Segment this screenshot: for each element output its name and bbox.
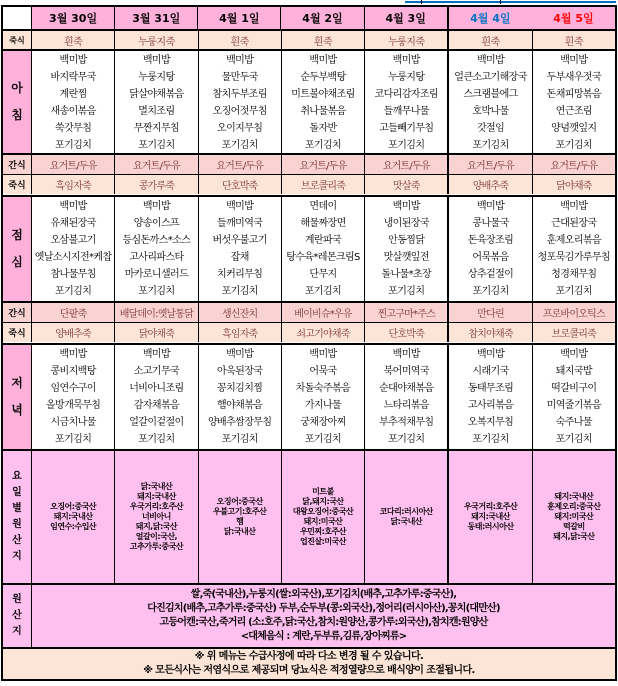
date-cell: 4월 5일 bbox=[553, 12, 594, 25]
origin-line: 돼지:국내산 bbox=[53, 512, 93, 521]
menu-item: 근대된장국 bbox=[551, 218, 597, 229]
menu-day-column bbox=[532, 345, 615, 449]
menu-item: 포기김치 bbox=[555, 286, 592, 297]
snack-cell: 만다린 bbox=[447, 303, 531, 322]
menu-day-column bbox=[281, 51, 364, 153]
breakfast-columns bbox=[31, 51, 615, 153]
origin-line: 우민찌:호주산 bbox=[299, 527, 347, 536]
row-label-origin-daily: 요일별 원산지 bbox=[12, 471, 22, 562]
origin-day-column bbox=[532, 451, 615, 583]
snack-porridge-cell: 참치야채죽 bbox=[447, 323, 531, 342]
menu-item: 미역줄기볶음 bbox=[546, 400, 602, 411]
snack-cell: 요거트/두유 bbox=[532, 155, 615, 174]
origin-summary bbox=[31, 585, 615, 647]
origin-line: 우불고기:호주산 bbox=[213, 507, 267, 516]
menu-day-column bbox=[281, 197, 364, 301]
menu-item: 해물짜장면 bbox=[300, 218, 346, 229]
snack-porridge-cell: 맛살죽 bbox=[364, 175, 447, 194]
row-label-porridge: 죽식 bbox=[9, 35, 25, 45]
menu-day-column bbox=[364, 197, 447, 301]
origin-line: 임연수:수입산 bbox=[50, 522, 97, 531]
origin-day-column bbox=[447, 451, 531, 583]
origin-daily-columns bbox=[31, 451, 615, 583]
snack-cells bbox=[31, 303, 615, 322]
menu-item: 갓절임 bbox=[476, 123, 505, 134]
menu-item: 돈채피망볶음 bbox=[546, 89, 602, 100]
snack-cell: 요거트/두유 bbox=[198, 155, 281, 174]
snack-cell: 요거트/두유 bbox=[281, 155, 364, 174]
menu-item: 유채된장국 bbox=[50, 218, 96, 229]
origin-line: 돼지:국내산 bbox=[554, 492, 594, 501]
menu-day-column bbox=[114, 51, 197, 153]
origin-day-column bbox=[364, 451, 447, 583]
menu-item: 마카로니샐러드 bbox=[124, 269, 189, 280]
menu-item: 포기김치 bbox=[221, 140, 258, 151]
origin-daily-row bbox=[3, 449, 615, 583]
row-label-snack: 간식 bbox=[8, 309, 26, 319]
menu-item: 양송이스프 bbox=[133, 218, 180, 229]
menu-item: 새송이볶음 bbox=[50, 106, 96, 117]
footer-note: ※ 위 메뉴는 수급사정에 따라 다소 변경 될 수 있습니다. bbox=[194, 651, 424, 662]
weekday-dates bbox=[31, 7, 447, 29]
menu-item: 포기김치 bbox=[221, 434, 258, 445]
date-header-row bbox=[3, 7, 615, 29]
menu-item: 포기김치 bbox=[55, 286, 92, 297]
menu-item: 면데이 bbox=[309, 201, 337, 212]
menu-item: 포기김치 bbox=[388, 286, 425, 297]
menu-item: 쑥갓무침 bbox=[55, 123, 92, 134]
menu-item: 포기김치 bbox=[55, 434, 92, 445]
menu-day-column bbox=[31, 345, 114, 449]
snack-row-1 bbox=[3, 153, 615, 195]
snack-row-2 bbox=[3, 301, 615, 343]
row-label-snack: 간식 bbox=[8, 161, 26, 171]
snack-porridge-cells bbox=[31, 323, 615, 342]
origin-line: 대왕오징어:중국산 bbox=[292, 507, 354, 516]
menu-item: 돼지국밥 bbox=[555, 366, 592, 377]
menu-item: 백미밥 bbox=[476, 201, 505, 212]
menu-item: 물만두국 bbox=[221, 72, 258, 83]
origin-line: 코다리:러시아산 bbox=[379, 507, 433, 516]
origin-line: 돼지:국내산 bbox=[137, 492, 176, 501]
menu-item: 참나물무침 bbox=[50, 269, 96, 280]
menu-item: 버섯우불고기 bbox=[212, 235, 267, 246]
origin-day-column bbox=[281, 451, 364, 583]
menu-item: 포기김치 bbox=[304, 140, 342, 151]
snack-porridge-cell: 단호박죽 bbox=[364, 323, 447, 342]
footer-note: ※ 모든식사는 저염식으로 제공되며 당뇨식은 적정열량으로 배식양이 조절됩니다. bbox=[143, 665, 475, 676]
menu-item: 맛살깻잎전 bbox=[383, 252, 429, 263]
snack-porridge-line bbox=[3, 322, 615, 342]
menu-item: 오삼불고기 bbox=[50, 235, 96, 246]
menu-item: 취나물볶음 bbox=[300, 106, 346, 117]
date-cell: 4월 2일 bbox=[280, 7, 363, 29]
menu-item: 백미밥 bbox=[476, 55, 505, 66]
menu-item: 고사리볶음 bbox=[467, 400, 514, 411]
menu-item: 포기김치 bbox=[138, 140, 175, 151]
snack-porridge-cell: 닭야채죽 bbox=[532, 175, 615, 194]
origin-line: 미트볼 bbox=[312, 487, 334, 496]
menu-item: 부추적채무침 bbox=[379, 417, 434, 428]
snack-porridge-cell: 쇠고기야채죽 bbox=[281, 323, 364, 342]
origin-line: 우국거리:호주산 bbox=[129, 502, 184, 511]
menu-item: 양배추쌈장무침 bbox=[207, 417, 272, 428]
date-cell: 3월 30일 bbox=[31, 7, 114, 29]
menu-item: 백미밥 bbox=[560, 349, 588, 360]
porridge-cell: 흰죽 bbox=[281, 31, 364, 49]
origin-day-column bbox=[114, 451, 197, 583]
menu-item: 꽁치김치찜 bbox=[217, 383, 263, 394]
menu-day-column bbox=[532, 51, 615, 153]
snack-cell: 배달데이:옛날통닭 bbox=[114, 303, 197, 322]
weekend-dates bbox=[447, 7, 615, 29]
menu-item: 백미밥 bbox=[309, 349, 337, 360]
snack-line bbox=[3, 155, 615, 174]
menu-item: 탕수육*레몬크림S bbox=[286, 252, 360, 263]
menu-item: 숙주나물 bbox=[555, 417, 592, 428]
menu-item: 연근조림 bbox=[555, 106, 592, 117]
menu-item: 콩나물국 bbox=[472, 218, 509, 229]
menu-item: 백미밥 bbox=[142, 349, 171, 360]
porridge-cell: 흰죽 bbox=[31, 31, 114, 49]
menu-item: 상추겉절이 bbox=[467, 269, 514, 280]
menu-day-column bbox=[532, 197, 615, 301]
menu-item: 단무지 bbox=[309, 269, 337, 280]
menu-day-column bbox=[364, 345, 447, 449]
snack-cell: 생신잔치 bbox=[198, 303, 281, 322]
origin-summary-line: 쌀,죽(국내산),누룽지(쌀:외국산),포기김치(배추,고추가루:중국산), bbox=[190, 589, 457, 600]
menu-item: 백미밥 bbox=[392, 349, 420, 360]
menu-item: 포기김치 bbox=[138, 434, 175, 445]
decorative-blue-line bbox=[405, 1, 616, 3]
menu-item: 호박나물 bbox=[472, 106, 509, 117]
origin-line: 닭,돼지:국산 bbox=[302, 497, 344, 506]
date-cell: 3월 31일 bbox=[114, 7, 197, 29]
menu-item: 백미밥 bbox=[392, 201, 420, 212]
menu-item: 백미밥 bbox=[59, 349, 87, 360]
menu-item: 어묵볶음 bbox=[472, 252, 509, 263]
menu-day-column bbox=[114, 345, 197, 449]
menu-day-column bbox=[281, 345, 364, 449]
snack-porridge-line bbox=[3, 174, 615, 194]
menu-item: 스크램블에그 bbox=[463, 89, 518, 100]
menu-item: 들깨미역국 bbox=[217, 218, 263, 229]
menu-item: 얼큰소고기해장국 bbox=[454, 72, 527, 83]
menu-item: 치커리무침 bbox=[217, 269, 263, 280]
menu-item: 백미밥 bbox=[309, 55, 337, 66]
snack-cells bbox=[31, 155, 615, 174]
snack-cell: 찐고구마*주스 bbox=[364, 303, 447, 322]
menu-item: 백미밥 bbox=[226, 201, 254, 212]
row-label-breakfast: 아침 bbox=[3, 51, 31, 153]
menu-item: 올방개묵무침 bbox=[45, 400, 101, 411]
snack-porridge-cell: 콩가루죽 bbox=[114, 175, 197, 194]
porridge-cell: 누룽지죽 bbox=[114, 31, 197, 49]
dinner-row bbox=[3, 343, 615, 449]
snack-cell: 프로바이오틱스 bbox=[532, 303, 615, 322]
snack-cell: 요거트/두유 bbox=[364, 155, 447, 174]
porridge-cell: 누룽지죽 bbox=[364, 31, 447, 49]
row-label-dinner: 저녁 bbox=[3, 345, 31, 449]
origin-line: 너비아니 bbox=[141, 512, 171, 521]
menu-item: 참치두부조림 bbox=[212, 89, 267, 100]
origin-line: 고추가루:중국산 bbox=[129, 542, 184, 551]
menu-item: 포기김치 bbox=[138, 286, 175, 297]
date-cell: 4월 3일 bbox=[364, 7, 447, 29]
porridge-cell: 흰죽 bbox=[447, 31, 531, 49]
menu-item: 포기김치 bbox=[388, 434, 425, 445]
snack-porridge-cell: 흑임자죽 bbox=[198, 323, 281, 342]
menu-day-column bbox=[447, 51, 531, 153]
origin-line: 닭:국내산 bbox=[140, 482, 173, 491]
menu-item: 포기김치 bbox=[221, 286, 258, 297]
menu-item: 백미밥 bbox=[560, 201, 588, 212]
snack-porridge-cell: 양배추죽 bbox=[447, 175, 531, 194]
menu-item: 청경채무침 bbox=[551, 269, 597, 280]
lunch-columns bbox=[31, 197, 615, 301]
dinner-columns bbox=[31, 345, 615, 449]
menu-item: 떡갈비구이 bbox=[551, 383, 597, 394]
origin-summary-line: <대체음식 : 계란,두부류,김류,장아찌류> bbox=[240, 631, 407, 642]
menu-item: 옛날소시지전*케찹 bbox=[34, 252, 112, 263]
menu-item: 햄야채볶음 bbox=[217, 400, 263, 411]
row-label-snack-porridge: 죽식 bbox=[8, 181, 26, 191]
menu-item: 백미밥 bbox=[59, 55, 87, 66]
menu-item: 오징어젓무침 bbox=[212, 106, 267, 117]
menu-item: 시금치나물 bbox=[50, 417, 96, 428]
menu-item: 포기김치 bbox=[55, 140, 92, 151]
snack-porridge-cell: 양배추죽 bbox=[31, 323, 114, 342]
porridge-row bbox=[3, 29, 615, 49]
menu-item: 포기김치 bbox=[472, 140, 509, 151]
menu-item: 백미밥 bbox=[142, 201, 171, 212]
menu-item: 동태무조림 bbox=[467, 383, 514, 394]
menu-item: 어묵국 bbox=[309, 366, 337, 377]
menu-item: 포기김치 bbox=[304, 434, 342, 445]
origin-line: 훈제오리:중국산 bbox=[547, 502, 601, 511]
menu-item: 백미밥 bbox=[226, 55, 254, 66]
menu-item: 감자채볶음 bbox=[133, 400, 180, 411]
snack-porridge-cell: 브로콜리죽 bbox=[281, 175, 364, 194]
snack-porridge-cells bbox=[31, 175, 615, 194]
menu-item: 계란찜 bbox=[59, 89, 87, 100]
snack-porridge-cell: 브로콜리죽 bbox=[532, 323, 615, 342]
origin-line: 돼지:미국산 bbox=[554, 512, 594, 521]
origin-summary-line: 고등어캔:국산,죽거리 (소:호주,닭:국산,참치:원양산,콩가루:외국산),참치캔:원양산 bbox=[159, 617, 488, 628]
menu-item: 포기김치 bbox=[472, 434, 509, 445]
menu-item: 가지나물 bbox=[304, 400, 342, 411]
menu-day-column bbox=[364, 51, 447, 153]
menu-item: 닭살야채볶음 bbox=[129, 89, 184, 100]
snack-porridge-cell: 단호박죽 bbox=[198, 175, 281, 194]
menu-item: 청포묵김가루무침 bbox=[537, 252, 611, 263]
menu-item: 순대야채볶음 bbox=[379, 383, 434, 394]
origin-day-column bbox=[198, 451, 281, 583]
menu-item: 포기김치 bbox=[388, 140, 425, 151]
origin-line: 돼지:국내산 bbox=[471, 512, 510, 521]
snack-porridge-cell: 흑임자죽 bbox=[31, 175, 114, 194]
menu-item: 궁채장아찌 bbox=[300, 417, 346, 428]
origin-line: 오징어:중국산 bbox=[216, 497, 263, 506]
snack-cell: 요거트/두유 bbox=[114, 155, 197, 174]
menu-item: 백미밥 bbox=[59, 201, 87, 212]
menu-item: 순두부백탕 bbox=[300, 72, 346, 83]
origin-line: 돼지:미국산 bbox=[303, 517, 343, 526]
origin-line: 업진살:미국산 bbox=[299, 537, 347, 546]
menu-item: 냉이된장국 bbox=[383, 218, 429, 229]
menu-table bbox=[1, 5, 617, 681]
origin-line: 닭:국내산 bbox=[390, 517, 423, 526]
origin-day-column bbox=[31, 451, 114, 583]
snack-porridge-cell: 닭야채죽 bbox=[114, 323, 197, 342]
origin-line: 떡갈비 bbox=[562, 522, 585, 531]
menu-item: 백미밥 bbox=[142, 55, 171, 66]
menu-item: 누룽지탕 bbox=[138, 72, 175, 83]
menu-item: 돌나물*초장 bbox=[381, 269, 432, 280]
menu-item: 들깨무나물 bbox=[383, 106, 429, 117]
menu-item: 느타리볶음 bbox=[383, 400, 429, 411]
origin-line: 오징어:중국산 bbox=[50, 502, 97, 511]
menu-item: 얼갈이겉절이 bbox=[129, 417, 184, 428]
menu-item: 잡채 bbox=[230, 252, 249, 263]
menu-item: 돈육장조림 bbox=[467, 235, 514, 246]
menu-day-column bbox=[447, 197, 531, 301]
menu-item: 두부새우젓국 bbox=[546, 72, 602, 83]
origin-summary-row bbox=[3, 583, 615, 647]
menu-item: 포기김치 bbox=[555, 434, 592, 445]
menu-item: 소고기무국 bbox=[133, 366, 180, 377]
footer-notes bbox=[3, 649, 615, 679]
menu-item: 무짠지무침 bbox=[133, 123, 180, 134]
menu-item: 백미밥 bbox=[392, 55, 420, 66]
menu-item: 포기김치 bbox=[472, 286, 509, 297]
menu-day-column bbox=[198, 197, 281, 301]
origin-line: 동태:러시아산 bbox=[467, 522, 514, 531]
footer-row bbox=[3, 647, 615, 679]
origin-line: 돼지,닭:국산 bbox=[135, 522, 178, 531]
menu-item: 멸치조림 bbox=[138, 106, 175, 117]
menu-item: 바지락무국 bbox=[50, 72, 96, 83]
menu-day-column bbox=[31, 197, 114, 301]
origin-line: 얼갈이:국산, bbox=[135, 532, 178, 541]
menu-item: 북어미역국 bbox=[383, 366, 429, 377]
snack-cell: 단팥죽 bbox=[31, 303, 114, 322]
menu-item: 포기김치 bbox=[555, 140, 592, 151]
porridge-cells bbox=[31, 31, 615, 49]
menu-item: 훈제오리볶음 bbox=[546, 235, 602, 246]
origin-line: 돼지,닭:국산 bbox=[553, 532, 595, 541]
menu-item: 백미밥 bbox=[226, 349, 254, 360]
menu-day-column bbox=[31, 51, 114, 153]
row-label-origin: 원산지 bbox=[12, 594, 22, 637]
snack-cell: 요거트/두유 bbox=[447, 155, 531, 174]
row-label-lunch: 점심 bbox=[3, 197, 31, 301]
menu-item: 누룽지탕 bbox=[388, 72, 425, 83]
menu-day-column bbox=[198, 51, 281, 153]
menu-item: 코다리감자조림 bbox=[374, 89, 438, 100]
snack-line bbox=[3, 303, 615, 322]
menu-item: 차돌숙주볶음 bbox=[295, 383, 351, 394]
border-artifact bbox=[421, 0, 422, 4]
menu-item: 백미밥 bbox=[560, 55, 588, 66]
breakfast-row bbox=[3, 49, 615, 153]
menu-day-column bbox=[447, 345, 531, 449]
menu-item: 백미밥 bbox=[476, 349, 505, 360]
origin-summary-line: 다진김치(배추,고추가루:중국산) 두부,순두부(콩:외국산),정어리(러시아산),꽁치(대만산) bbox=[147, 603, 500, 614]
menu-item: 아욱된장국 bbox=[217, 366, 263, 377]
menu-day-column bbox=[198, 345, 281, 449]
menu-item: 오복지무침 bbox=[467, 417, 514, 428]
lunch-row bbox=[3, 195, 615, 301]
border-artifact bbox=[500, 0, 501, 4]
menu-item: 고들빼기무침 bbox=[379, 123, 434, 134]
origin-line: 닭:국내산 bbox=[223, 527, 256, 536]
menu-item: 계란파국 bbox=[304, 235, 342, 246]
snack-cell: 베이비슈*우유 bbox=[281, 303, 364, 322]
menu-day-column bbox=[114, 197, 197, 301]
menu-item: 돌자반 bbox=[309, 123, 337, 134]
menu-item: 고사리파스타 bbox=[129, 252, 184, 263]
menu-item: 오이지무침 bbox=[217, 123, 263, 134]
menu-item: 양념깻잎지 bbox=[551, 123, 597, 134]
menu-item: 미트볼야채조림 bbox=[291, 89, 355, 100]
snack-cell: 요거트/두유 bbox=[31, 155, 114, 174]
menu-item: 등심돈까스*소스 bbox=[122, 235, 191, 246]
menu-item: 안동찜닭 bbox=[388, 235, 425, 246]
date-cell: 4월 1일 bbox=[197, 7, 280, 29]
menu-item: 콩비지백탕 bbox=[50, 366, 96, 377]
origin-line: 우국거리:호주산 bbox=[463, 502, 518, 511]
origin-line: 햄 bbox=[236, 517, 244, 526]
row-label-snack-porridge: 죽식 bbox=[8, 329, 26, 339]
menu-item: 임연수구이 bbox=[50, 383, 96, 394]
menu-item: 시래기국 bbox=[472, 366, 509, 377]
menu-item: 너비아니조림 bbox=[129, 383, 184, 394]
corner-cell bbox=[3, 7, 31, 29]
porridge-cell: 흰죽 bbox=[198, 31, 281, 49]
date-cell: 4월 4일 bbox=[470, 12, 511, 25]
porridge-cell: 흰죽 bbox=[532, 31, 615, 49]
menu-item: 포기김치 bbox=[304, 286, 342, 297]
